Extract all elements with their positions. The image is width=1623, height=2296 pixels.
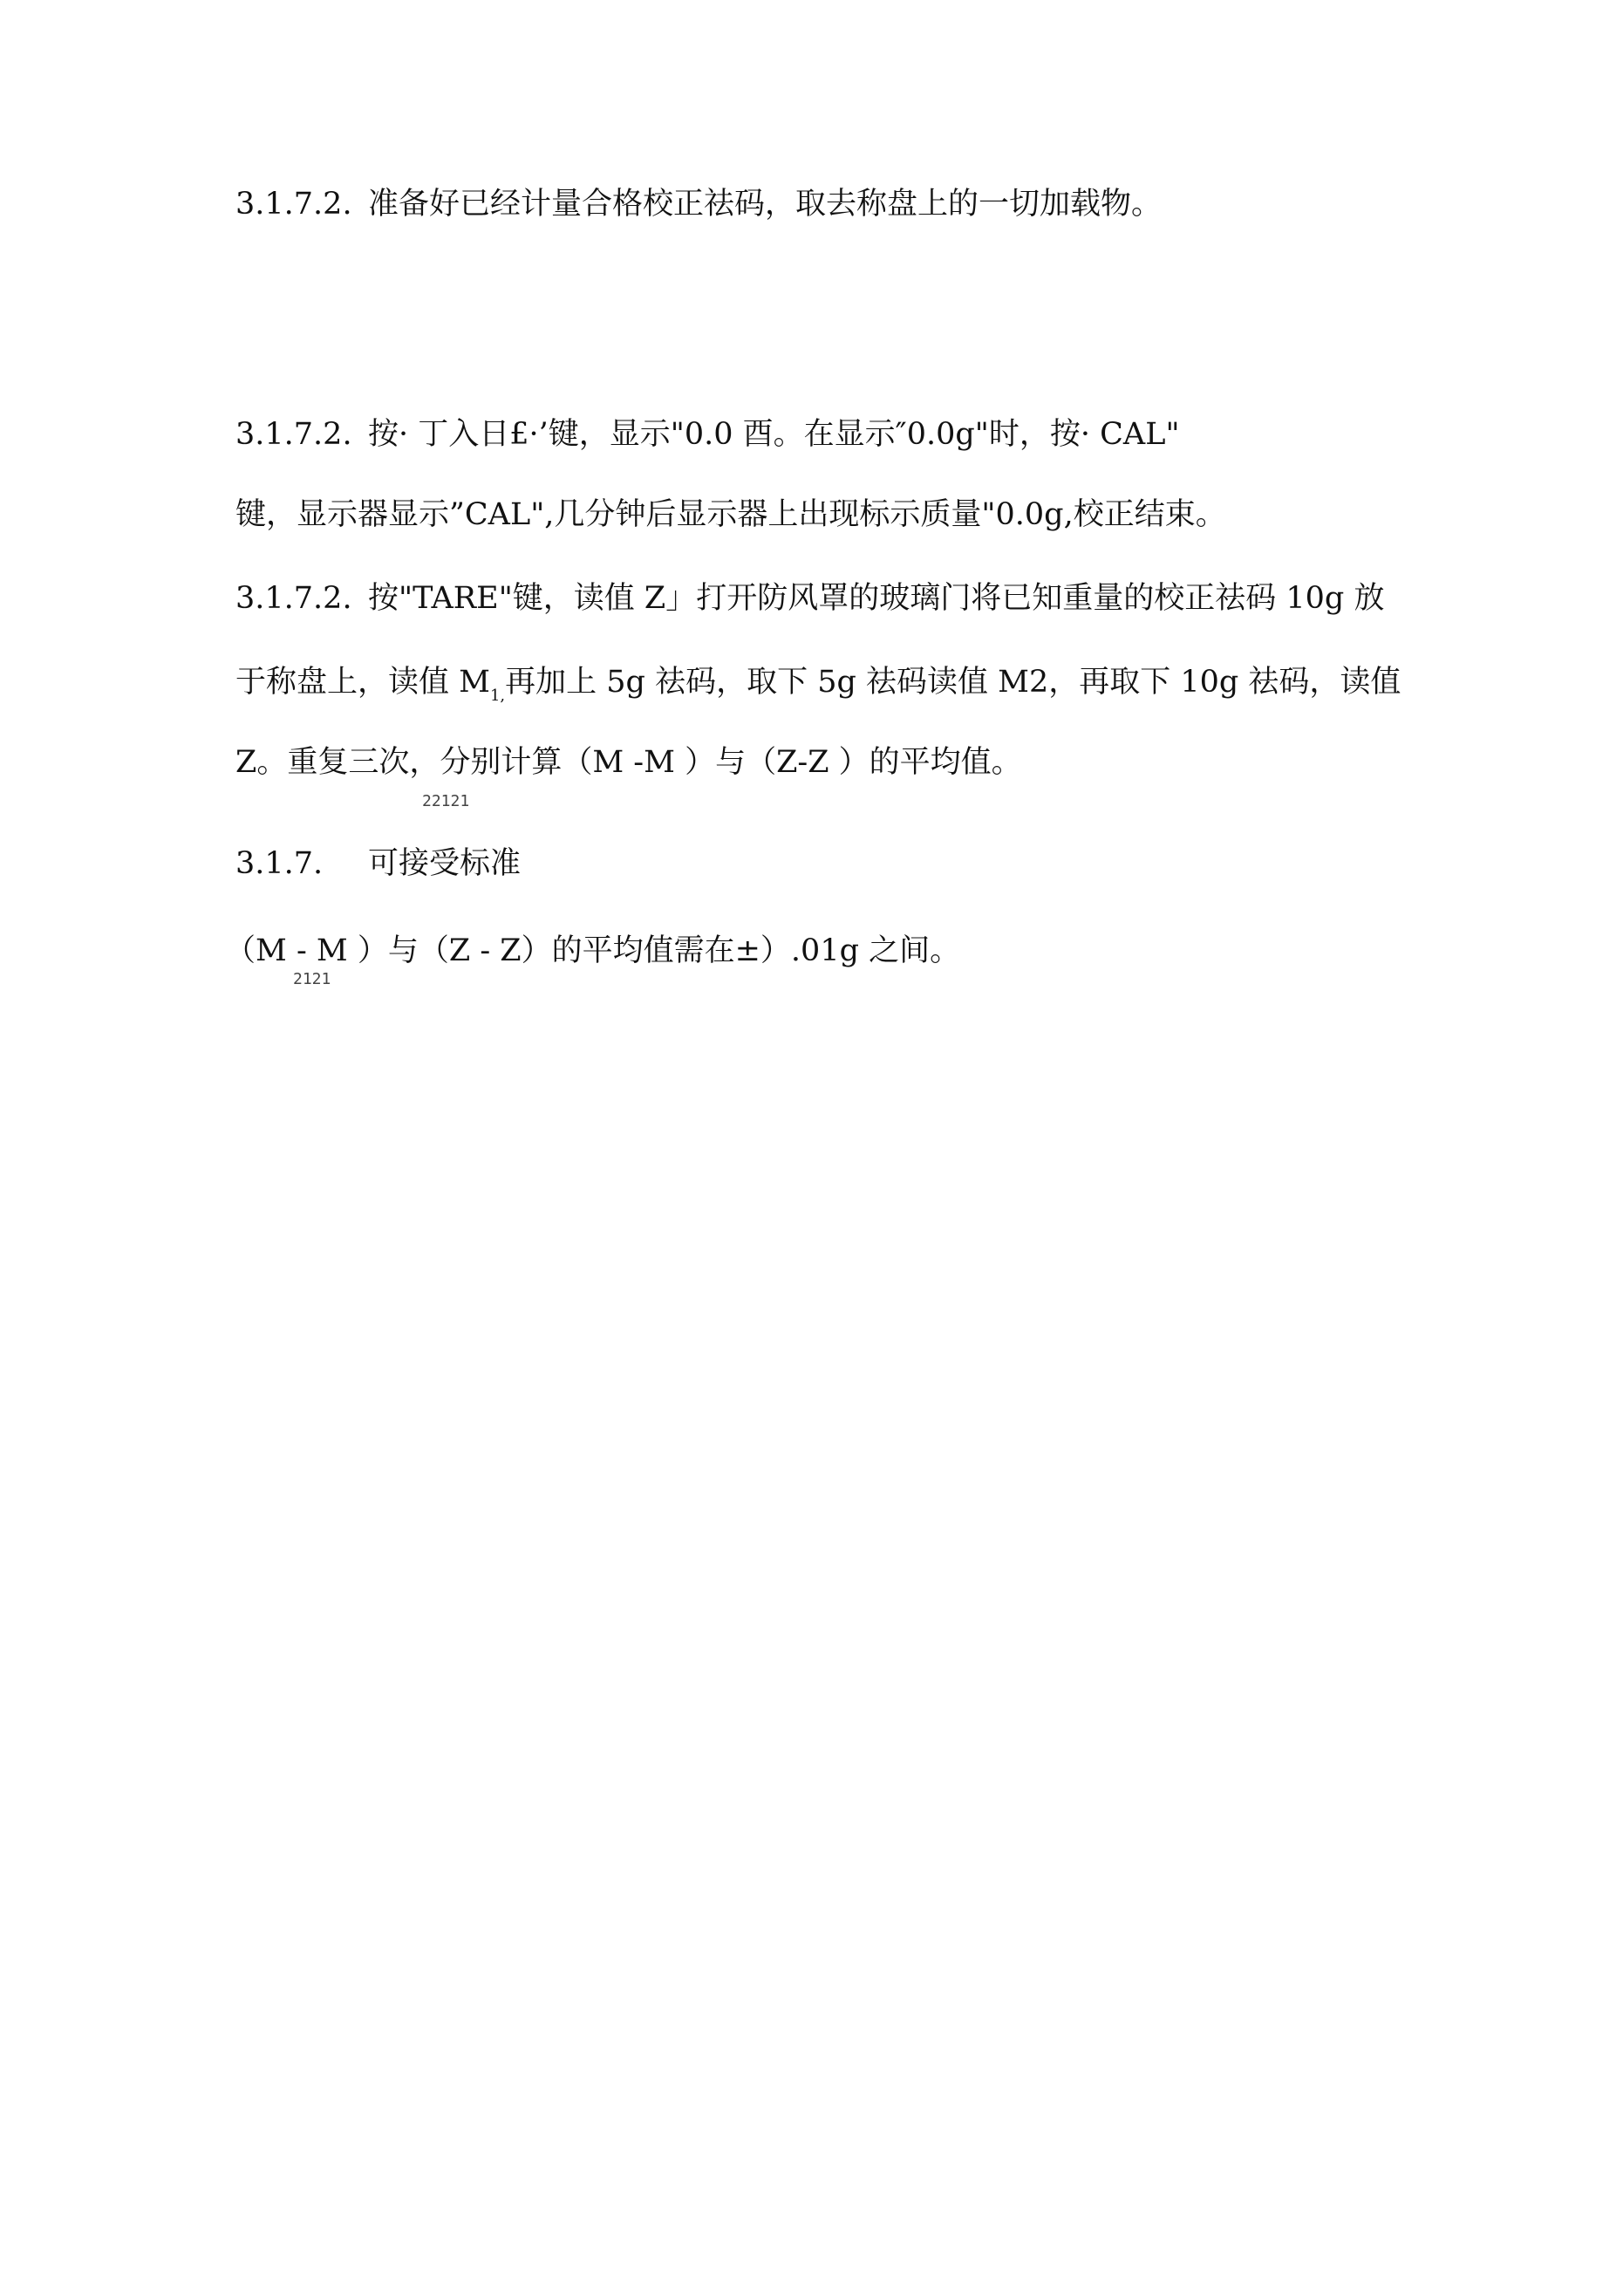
paragraph-acceptance-criteria xyxy=(225,932,960,970)
paragraph-text-pre: 于称盘上，读值 M xyxy=(235,665,490,700)
paragraph-text: （M - M ）与（Z - Z）的平均值需在±）.01g 之间。 xyxy=(225,933,961,968)
paragraph-text: Z。重复三次，分别计算（M -M ）与（Z-Z ）的平均值。 xyxy=(235,745,1022,780)
paragraph-tare-cal-continued xyxy=(235,495,1226,534)
section-number: 3.1.7.2. xyxy=(235,417,352,452)
paragraph-text: 可接受标准 xyxy=(368,846,522,881)
subscript: 1, xyxy=(489,687,506,705)
subscript-digits: 2121 xyxy=(293,970,331,988)
paragraph-tare-reading-line2 xyxy=(235,663,1401,715)
paragraph-text: 按· 丁入日£·’键，显示"0.0 酉。在显示″0.0g"时，按· CAL" xyxy=(368,417,1180,452)
paragraph-text: 按"TARE"键，读值 Z」打开防风罩的玻璃门将已知重量的校正祛码 10g 放 xyxy=(368,581,1385,616)
paragraph-tare-reading xyxy=(235,579,1384,618)
paragraph-text-post: 再加上 5g 祛码，取下 5g 祛码读值 M2，再取下 10g 祛码，读值 xyxy=(505,665,1401,700)
section-number: 3.1.7.2. xyxy=(235,187,352,222)
paragraph-tare-cal xyxy=(235,415,1180,454)
paragraph-text: 准备好已经计量合格校正祛码，取去称盘上的一切加载物。 xyxy=(368,187,1163,222)
subscript-digits: 22121 xyxy=(422,792,470,810)
section-number: 3.1.7.2. xyxy=(235,581,352,616)
paragraph-text: 键，显示器显示”CAL",几分钟后显示器上出现标示质量"0.0g,校正结束。 xyxy=(235,497,1226,532)
section-number: 3.1.7. xyxy=(235,846,324,881)
paragraph-prepare-weights xyxy=(235,185,1162,223)
paragraph-acceptance-heading xyxy=(235,844,521,883)
paragraph-tare-reading-line3 xyxy=(235,743,1022,782)
